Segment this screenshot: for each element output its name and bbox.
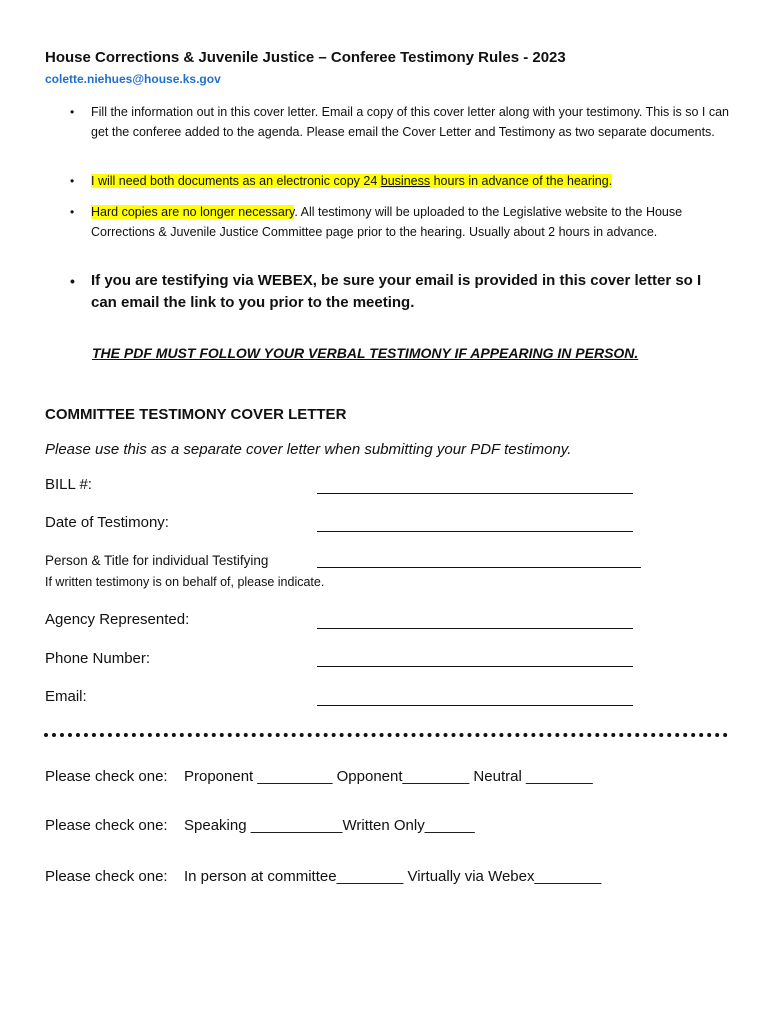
check-one-label: Please check one:: [45, 868, 168, 885]
agency-field[interactable]: [317, 628, 633, 629]
cover-letter-instruction: Please use this as a separate cover letter when submitting your PDF testimony.: [45, 441, 572, 458]
bill-number-field[interactable]: [317, 493, 633, 494]
person-title-field[interactable]: [317, 567, 641, 568]
rule-item: [70, 270, 731, 314]
phone-field[interactable]: [317, 666, 633, 667]
highlighted-rule-text: Hard copies are no longer necessary: [91, 205, 295, 219]
position-options[interactable]: Proponent _________ Opponent________ Neutral ________: [184, 768, 593, 785]
underlined-word: business: [380, 174, 431, 188]
bullet-icon: •: [70, 205, 75, 219]
person-title-label: Person & Title for individual Testifying: [45, 553, 269, 568]
testimony-type-check-row: [45, 817, 475, 834]
check-one-label: Please check one:: [45, 768, 168, 785]
pdf-requirement-note: THE PDF MUST FOLLOW YOUR VERBAL TESTIMONY IF APPEARING IN PERSON.: [92, 345, 639, 361]
bullet-icon: •: [70, 174, 75, 188]
testimony-date-field[interactable]: [317, 531, 633, 532]
rule-item: [70, 202, 731, 242]
attendance-check-row: [45, 868, 601, 885]
email-field[interactable]: [317, 705, 633, 706]
rule-text-start: I will need both documents as an electronic copy 24: [91, 174, 381, 188]
check-one-label: Please check one:: [45, 817, 168, 834]
testimony-type-options[interactable]: Speaking ___________Written Only______: [184, 817, 475, 834]
cover-letter-title: COMMITTEE TESTIMONY COVER LETTER: [45, 406, 347, 423]
bullet-icon: •: [70, 105, 75, 119]
rule-text: If you are testifying via WEBEX, be sure your email is provided in this cover letter so I can email the link to you prior to the meeting.: [91, 272, 702, 311]
person-title-note: If written testimony is on behalf of, please indicate.: [45, 575, 325, 589]
attendance-options[interactable]: In person at committee________ Virtually via Webex________: [184, 868, 602, 885]
highlighted-rule-text: [91, 174, 612, 188]
position-check-row: [45, 768, 593, 785]
bill-number-label: BILL #:: [45, 476, 92, 493]
section-divider: [44, 733, 728, 737]
agency-label: Agency Represented:: [45, 611, 190, 628]
document-title: House Corrections & Juvenile Justice – Conferee Testimony Rules - 2023: [45, 49, 566, 66]
bullet-icon: •: [70, 273, 75, 289]
rule-item: [70, 171, 731, 191]
contact-email-link[interactable]: colette.niehues@house.ks.gov: [45, 72, 221, 86]
email-label: Email:: [45, 688, 87, 705]
rule-item: [70, 102, 731, 142]
testimony-date-label: Date of Testimony:: [45, 514, 169, 531]
rule-text-end: hours in advance of the hearing.: [430, 174, 613, 188]
rule-text: Fill the information out in this cover letter. Email a copy of this cover letter along with your testimony. This is so I can get the conferee added to the agenda. Please email the Cover Letter and Testimony as two separate documents.: [91, 105, 730, 139]
rule-text: . All testimony will be uploaded to the Legislative website to the House Corrections & Juvenile Justice Committee page prior to the hearing. Usually about 2 hours in advance.: [91, 205, 683, 239]
phone-label: Phone Number:: [45, 650, 151, 667]
